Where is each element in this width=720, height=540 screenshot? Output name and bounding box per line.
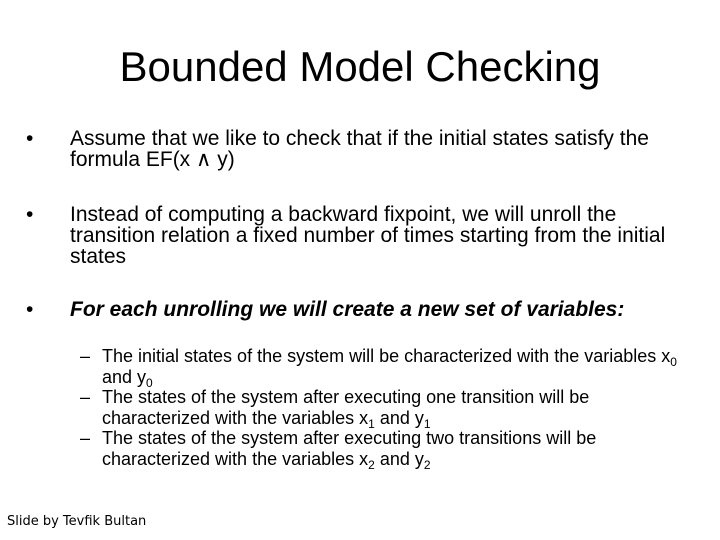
- subscript: 0: [146, 375, 153, 390]
- sub-bullet-list: [80, 346, 690, 472]
- sub-bullet-marker: –: [80, 346, 91, 366]
- sub-bullet-text: and y: [102, 366, 147, 387]
- sub-bullet-item: [80, 428, 690, 472]
- sub-bullet-text: and y: [374, 448, 424, 469]
- sub-bullet-item: [80, 346, 690, 390]
- slide-credit: Slide by Tevfik Bultan: [7, 514, 147, 529]
- bullet-marker: •: [26, 203, 34, 226]
- sub-bullet-marker: –: [80, 428, 91, 448]
- bullet-marker: •: [26, 127, 34, 150]
- subscript: 2: [368, 457, 375, 472]
- subscript: 1: [368, 416, 375, 431]
- bullet-item: [26, 299, 696, 320]
- bullet-text: Instead of computing a backward fixpoint, we will unroll the transition relation a fixed number of times starting from the initial states: [70, 203, 666, 268]
- sub-bullet-text: and y: [374, 407, 424, 428]
- bullet-text: Assume that we like to check that if the initial states satisfy the formula EF(x ∧ y): [70, 127, 649, 171]
- bullet-marker: •: [26, 298, 34, 321]
- sub-bullet-text: The initial states of the system will be characterized with the variables x: [102, 346, 671, 366]
- subscript: 1: [423, 416, 431, 431]
- sub-bullet-text: The states of the system after executing one transition will be characterized with the variables x: [102, 387, 590, 428]
- bullet-text-emphasis: For each unrolling we will create a new set of variables:: [70, 298, 625, 321]
- sub-bullet-marker: –: [80, 387, 91, 407]
- subscript: 2: [423, 457, 431, 472]
- subscript: 0: [670, 355, 677, 369]
- bullet-item: [26, 204, 696, 267]
- bullet-item: [26, 128, 696, 170]
- sub-bullet-item: [80, 387, 690, 431]
- slide-title: Bounded Model Checking: [119, 43, 601, 90]
- sub-bullet-text: The states of the system after executing two transitions will be characterized with the variables x: [102, 428, 597, 469]
